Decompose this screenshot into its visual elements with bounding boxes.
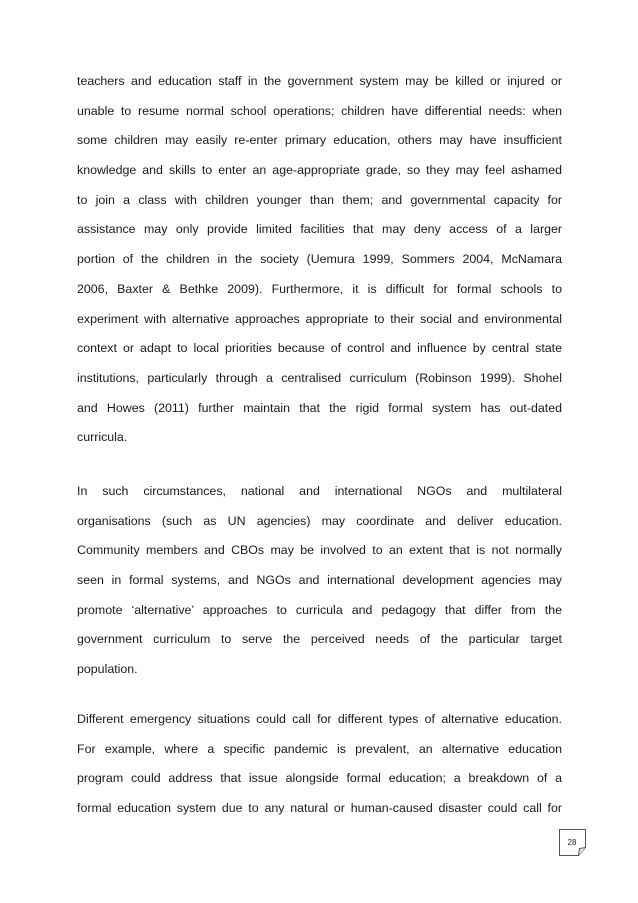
text-line: program could address that issue alongside formal education; a breakdown of a (77, 771, 562, 786)
text-line: knowledge and skills to enter an age-appropriate grade, so they may feel ashamed (77, 163, 562, 178)
text-line: For example, where a specific pandemic is prevalent, an alternative education (77, 741, 562, 756)
text-line: context or adapt to local priorities because of control and influence by central state (77, 341, 562, 356)
text-line: Community members and CBOs may be involved to an extent that is not normally (77, 543, 562, 558)
text-line: population. (77, 662, 138, 677)
text-line: some children may easily re-enter primary education, others may have insufficient (77, 133, 562, 148)
text-line: organisations (such as UN agencies) may coordinate and deliver education. (77, 513, 562, 528)
paragraph-1 (77, 67, 562, 453)
text-line: 2006, Baxter & Bethke 2009). Furthermore, it is difficult for formal schools to (77, 281, 562, 296)
text-line: teachers and education staff in the government system may be killed or injured or (77, 74, 562, 88)
text-line: Different emergency situations could call for different types of alternative education. (77, 712, 562, 726)
text-line: and Howes (2011) further maintain that the rigid formal system has out-dated (77, 400, 562, 415)
text-line: assistance may only provide limited facilities that may deny access of a larger (77, 222, 562, 237)
paragraph-2 (77, 477, 562, 685)
text-line: portion of the children in the society (Uemura 1999, Sommers 2004, McNamara (77, 252, 562, 267)
text-line: to join a class with children younger than them; and governmental capacity for (77, 192, 562, 207)
page-number: 28 (567, 838, 577, 847)
text-line: unable to resume normal school operations; children have differential needs: when (77, 103, 562, 118)
text-line: institutions, particularly through a centralised curriculum (Robinson 1999). Shohel (77, 370, 562, 385)
text-line: seen in formal systems, and NGOs and international development agencies may (77, 573, 562, 588)
text-line: formal education system due to any natural or human-caused disaster could call for (77, 801, 562, 816)
text-line: government curriculum to serve the perceived needs of the particular target (77, 632, 562, 647)
text-line: In such circumstances, national and international NGOs and multilateral (77, 484, 562, 498)
paragraph-3 (77, 705, 562, 824)
page-number-badge (559, 829, 591, 859)
text-line: experiment with alternative approaches appropriate to their social and environmental (77, 311, 562, 326)
text-line: promote ‘alternative’ approaches to curricula and pedagogy that differ from the (77, 602, 562, 617)
text-line: curricula. (77, 430, 128, 445)
